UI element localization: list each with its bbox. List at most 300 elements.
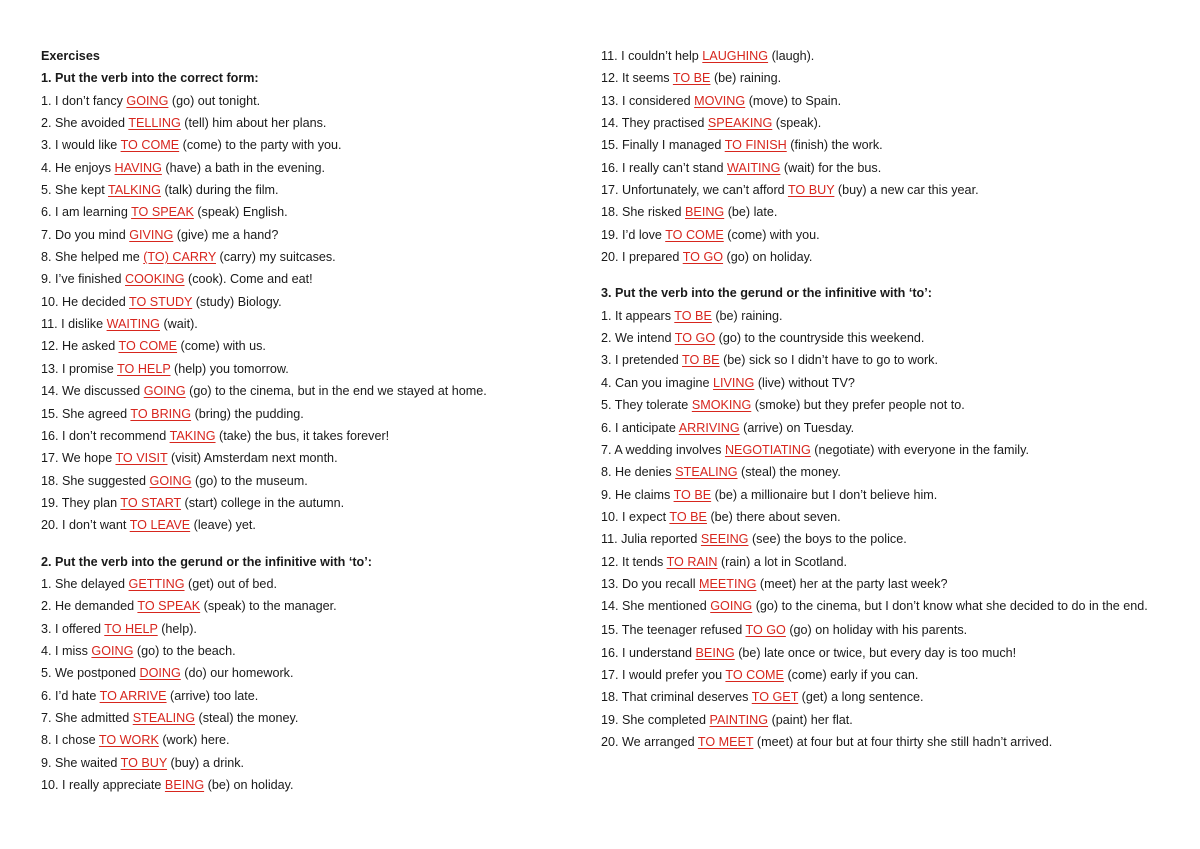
exercise-text-after: (help) you tomorrow.: [170, 361, 289, 376]
exercise-answer: TO COME: [118, 339, 178, 354]
exercise-number: 19.: [601, 712, 619, 727]
exercise-text-before: We hope: [62, 451, 116, 466]
exercise-text-before: He claims: [615, 487, 674, 502]
exercise-item: [601, 225, 1171, 247]
exercise-number: 17.: [601, 667, 619, 682]
exercise-number: 8.: [601, 465, 612, 480]
exercise-item: [41, 426, 576, 448]
exercise-text-before: I prepared: [622, 250, 683, 265]
exercise-item: [601, 710, 1171, 732]
exercise-answer: NEGOTIATING: [724, 442, 811, 457]
exercise-answer: GOING: [710, 599, 753, 614]
exercise-text-before: She mentioned: [622, 599, 711, 614]
exercise-text-after: (be) on holiday.: [204, 778, 294, 792]
exercise-number: 7.: [41, 227, 52, 242]
exercise-item: [601, 418, 1171, 440]
exercise-text-before: I anticipate: [615, 420, 679, 435]
exercise-answer: TO GO: [682, 250, 724, 265]
exercise-text-after: (have) a bath in the evening.: [161, 160, 326, 175]
exercise-answer: TO FINISH: [724, 138, 787, 153]
exercise-text-before: It seems: [622, 71, 673, 86]
exercise-number: 15.: [601, 138, 619, 153]
exercise-text-after: (start) college in the autumn.: [181, 495, 345, 510]
exercise-item: [41, 91, 576, 113]
exercise-answer: GOING: [149, 473, 192, 488]
exercise-answer: TO LEAVE: [129, 518, 191, 533]
exercise-item: [41, 708, 576, 730]
exercise-text-before: She delayed: [55, 576, 129, 591]
exercise-answer: HAVING: [114, 160, 162, 175]
exercise-answer: TO GET: [751, 690, 799, 705]
exercise-item: [41, 225, 576, 247]
section-1-list: [41, 91, 576, 538]
exercise-text-before: She suggested: [62, 473, 150, 488]
exercise-answer: TO GO: [745, 623, 786, 638]
section-2-list: [41, 574, 576, 797]
exercise-text-after: (do) our homework.: [180, 666, 294, 681]
exercise-item: [601, 574, 1171, 596]
exercise-item: [601, 91, 1171, 113]
exercise-text-before: I pretended: [615, 353, 683, 368]
exercise-answer: TO STUDY: [129, 294, 193, 309]
exercise-answer: STEALING: [675, 465, 738, 480]
exercise-answer: GETTING: [128, 576, 185, 591]
exercise-answer: TO MEET: [697, 734, 754, 749]
exercise-text-after: (see) the boys to the police.: [748, 532, 907, 547]
exercise-number: 10.: [41, 294, 59, 309]
exercise-text-before: I’d love: [622, 227, 666, 242]
exercise-text-before: She admitted: [55, 710, 133, 725]
exercise-number: 4.: [41, 160, 52, 175]
exercise-item: [601, 643, 1171, 665]
exercise-item: [41, 775, 576, 797]
exercise-number: 15.: [41, 406, 59, 421]
exercise-item: [601, 247, 1171, 269]
exercise-text-after: (go) on holiday.: [723, 250, 813, 265]
exercise-number: 4.: [41, 643, 52, 658]
exercise-text-before: I promise: [62, 361, 118, 376]
exercise-item: [601, 113, 1171, 135]
exercise-item: [601, 395, 1171, 417]
exercise-number: 9.: [601, 487, 612, 502]
exercise-item: [41, 359, 576, 381]
exercise-number: 4.: [601, 375, 612, 390]
exercise-item: [601, 440, 1171, 462]
exercise-number: 12.: [601, 71, 619, 86]
exercise-answer: BEING: [685, 205, 725, 220]
exercise-text-after: (paint) her flat.: [768, 712, 853, 727]
exercise-text-before: We arranged: [622, 734, 698, 749]
exercise-item: [41, 202, 576, 224]
exercise-answer: ARRIVING: [678, 420, 740, 435]
exercise-answer: TO COME: [665, 227, 724, 242]
exercise-number: 16.: [41, 428, 59, 443]
exercise-answer: TO BRING: [130, 406, 192, 421]
exercise-text-before: I am learning: [55, 205, 132, 220]
exercise-text-after: (arrive) too late.: [166, 688, 259, 703]
exercise-text-after: (help).: [157, 621, 197, 636]
exercise-number: 19.: [41, 495, 59, 510]
exercise-text-before: Can you imagine: [615, 375, 714, 390]
exercise-text-after: (come) to the party with you.: [179, 138, 342, 153]
exercise-item: [41, 515, 576, 537]
exercise-text-after: (laugh).: [768, 49, 815, 63]
exercise-number: 7.: [41, 710, 52, 725]
exercise-text-before: I couldn’t help: [621, 49, 703, 63]
exercise-text-before: It tends: [622, 554, 667, 569]
exercise-text-after: (move) to Spain.: [745, 93, 842, 108]
exercise-number: 13.: [601, 93, 619, 108]
exercise-answer: SEEING: [700, 532, 749, 547]
exercise-text-after: (give) me a hand?: [173, 227, 279, 242]
exercise-text-after: (get) a long sentence.: [798, 690, 924, 705]
exercise-text-after: (come) early if you can.: [783, 667, 919, 682]
exercise-text-after: (bring) the pudding.: [191, 406, 304, 421]
exercise-item: [41, 574, 576, 596]
exercise-answer: TO RAIN: [666, 554, 718, 569]
section-3-heading: 3. Put the verb into the gerund or the infinitive with ‘to’:: [601, 286, 932, 301]
exercise-text-before: Do you recall: [622, 576, 700, 591]
exercise-text-after: (visit) Amsterdam next month.: [167, 451, 338, 466]
exercise-item: [41, 314, 576, 336]
exercise-text-after: (live) without TV?: [754, 375, 855, 390]
section-gap: [601, 269, 1171, 283]
exercise-number: 1.: [601, 308, 612, 323]
exercise-item: [41, 180, 576, 202]
exercise-answer: TO COME: [120, 138, 180, 153]
exercise-item: [41, 730, 576, 752]
exercise-number: 14.: [601, 116, 619, 131]
exercise-answer: SPEAKING: [707, 116, 773, 131]
exercise-answer: TO SPEAK: [137, 599, 201, 614]
exercise-text-before: They plan: [61, 495, 121, 510]
exercise-number: 2.: [601, 331, 612, 346]
exercise-answer: STEALING: [132, 710, 196, 725]
exercise-item: [41, 686, 576, 708]
exercise-answer: TO HELP: [104, 621, 158, 636]
exercise-text-before: He decided: [62, 294, 129, 309]
exercise-number: 5.: [41, 183, 52, 198]
exercise-text-after: (be) late.: [724, 205, 778, 220]
exercise-text-before: He denies: [615, 465, 676, 480]
exercise-item: [601, 732, 1171, 754]
exercise-answer: TO SPEAK: [131, 205, 194, 220]
exercise-answer: TO HELP: [117, 361, 171, 376]
exercise-text-after: (be) raining.: [710, 71, 782, 86]
exercise-number: 14.: [601, 599, 619, 614]
exercise-answer: PAINTING: [709, 712, 769, 727]
exercise-item: [601, 328, 1171, 350]
exercise-text-before: I expect: [622, 509, 670, 524]
exercise-number: 1.: [41, 93, 52, 108]
exercise-text-after: (talk) during the film.: [160, 183, 279, 198]
exercise-text-after: (meet) at four but at four thirty she still hadn’t arrived.: [753, 734, 1053, 749]
exercise-answer: GOING: [126, 93, 169, 108]
exercise-answer: TO BE: [674, 308, 712, 323]
exercise-number: 17.: [41, 451, 59, 466]
exercise-text-before: We postponed: [55, 666, 140, 681]
exercise-answer: TO START: [120, 495, 182, 510]
exercise-text-after: (come) with you.: [723, 227, 820, 242]
exercise-item: [41, 663, 576, 685]
exercise-number: 11.: [601, 532, 618, 547]
exercise-text-before: The teenager refused: [621, 623, 746, 638]
exercise-item: [601, 552, 1171, 574]
exercise-text-after: (be) late once or twice, but every day is too much!: [734, 645, 1017, 660]
section-gap: [41, 538, 576, 552]
exercise-item: [41, 135, 576, 157]
exercise-item: [41, 493, 576, 515]
exercise-item: [41, 113, 576, 135]
exercise-text-after: (speak) to the manager.: [200, 599, 337, 614]
exercise-text-after: (go) to the cinema, but in the end we stayed at home.: [185, 384, 487, 399]
exercise-answer: SMOKING: [691, 398, 752, 413]
exercise-number: 11.: [41, 317, 58, 332]
exercise-item: [601, 180, 1171, 202]
exercise-item: [41, 448, 576, 470]
section-1-heading: 1. Put the verb into the correct form:: [41, 71, 259, 86]
exercise-text-after: (come) with us.: [177, 339, 266, 354]
exercise-text-before: Do you mind: [55, 227, 130, 242]
exercise-text-before: Unfortunately, we can’t afford: [622, 183, 788, 198]
exercise-number: 16.: [601, 160, 619, 175]
exercise-item: [41, 158, 576, 180]
exercise-item: [41, 336, 576, 358]
exercise-text-after: (tell) him about her plans.: [180, 116, 327, 131]
exercise-text-after: (negotiate) with everyone in the family.: [810, 442, 1029, 457]
exercise-answer: TO BE: [672, 71, 711, 86]
exercise-answer: TO VISIT: [115, 451, 168, 466]
exercise-text-after: (study) Biology.: [192, 294, 282, 309]
exercise-text-before: I’d hate: [55, 688, 100, 703]
exercise-item: [41, 404, 576, 426]
exercise-answer: (TO) CARRY: [143, 250, 217, 265]
exercise-text-before: We discussed: [62, 384, 144, 399]
exercise-item: [601, 596, 1171, 615]
exercise-text-before: I dislike: [61, 317, 107, 332]
exercise-text-before: He enjoys: [55, 160, 115, 175]
exercise-answer: DOING: [139, 666, 181, 681]
exercise-text-before: I would like: [55, 138, 121, 153]
exercise-number: 6.: [41, 205, 52, 220]
exercise-answer: GOING: [91, 643, 134, 658]
exercise-answer: TO GO: [674, 331, 716, 346]
exercise-text-before: I really appreciate: [62, 778, 165, 792]
exercise-text-after: (buy) a drink.: [167, 755, 245, 770]
exercise-answer: TO COME: [725, 667, 784, 682]
exercise-item: [41, 292, 576, 314]
exercise-number: 18.: [41, 473, 59, 488]
exercise-number: 18.: [601, 205, 619, 220]
exercise-number: 8.: [41, 733, 52, 748]
exercise-text-after: (wait).: [159, 317, 198, 332]
exercise-text-before: I don’t fancy: [55, 93, 127, 108]
exercise-text-after: (go) on holiday with his parents.: [785, 623, 968, 638]
exercise-number: 16.: [601, 645, 619, 660]
exercise-number: 3.: [41, 138, 52, 153]
exercise-number: 6.: [41, 688, 52, 703]
exercise-item: [601, 687, 1171, 709]
exercise-number: 20.: [41, 518, 59, 533]
exercise-answer: TO ARRIVE: [99, 688, 167, 703]
exercise-number: 18.: [601, 690, 619, 705]
exercise-number: 19.: [601, 227, 619, 242]
exercise-text-after: (speak).: [772, 116, 822, 131]
exercise-text-after: (steal) the money.: [737, 465, 841, 480]
exercise-text-before: I considered: [622, 93, 695, 108]
exercise-item: [41, 619, 576, 641]
exercise-text-after: (be) raining.: [711, 308, 783, 323]
exercise-number: 9.: [41, 272, 52, 287]
exercise-number: 10.: [41, 778, 59, 792]
exercise-item: [41, 471, 576, 493]
exercise-text-after: (take) the bus, it takes forever!: [215, 428, 390, 443]
exercise-text-before: She kept: [55, 183, 108, 198]
exercise-answer: GOING: [143, 384, 186, 399]
exercise-number: 5.: [41, 666, 52, 681]
exercise-text-before: That criminal deserves: [621, 690, 752, 705]
exercise-text-before: She waited: [55, 755, 121, 770]
exercise-answer: MOVING: [694, 93, 746, 108]
exercise-text-before: They practised: [621, 116, 708, 131]
exercise-item: [601, 306, 1171, 328]
exercise-text-after: (be) a millionaire but I don’t believe him.: [711, 487, 938, 502]
exercise-item: [601, 462, 1171, 484]
exercise-answer: TALKING: [108, 183, 161, 198]
exercise-text-before: I don’t want: [62, 518, 130, 533]
exercise-text-before: We intend: [615, 331, 675, 346]
exercise-item: [41, 269, 576, 291]
exercise-text-after: (rain) a lot in Scotland.: [717, 554, 847, 569]
exercise-answer: TO BUY: [120, 755, 168, 770]
exercise-number: 2.: [41, 599, 52, 614]
exercise-answer: WAITING: [727, 160, 781, 175]
exercise-text-before: She helped me: [55, 250, 144, 265]
exercise-item: [601, 529, 1171, 551]
exercise-item: [601, 485, 1171, 507]
exercise-number: 2.: [41, 116, 52, 131]
exercise-answer: WAITING: [106, 317, 160, 332]
exercise-number: 1.: [41, 576, 52, 591]
exercise-answer: COOKING: [125, 272, 185, 287]
exercise-item: [601, 373, 1171, 395]
exercise-answer: TO BE: [673, 487, 712, 502]
exercise-item: [601, 135, 1171, 157]
exercise-text-after: (work) here.: [158, 733, 230, 748]
exercise-text-before: I really can’t stand: [622, 160, 728, 175]
exercise-text-before: She risked: [622, 205, 686, 220]
exercise-text-after: (be) sick so I didn’t have to go to work.: [719, 353, 938, 368]
exercise-text-before: They tolerate: [614, 398, 692, 413]
exercise-text-after: (go) out tonight.: [168, 93, 261, 108]
exercise-text-after: (get) out of bed.: [184, 576, 277, 591]
exercise-number: 9.: [41, 755, 52, 770]
exercise-number: 20.: [601, 250, 619, 265]
exercise-text-before: She agreed: [62, 406, 131, 421]
exercise-answer: LIVING: [713, 375, 755, 390]
exercise-number: 12.: [41, 339, 59, 354]
exercise-item: [601, 350, 1171, 372]
exercise-answer: BEING: [164, 778, 205, 792]
exercise-text-before: I’ve finished: [55, 272, 126, 287]
exercise-number: 13.: [601, 576, 619, 591]
exercise-number: 10.: [601, 509, 619, 524]
exercise-answer: TO WORK: [98, 733, 159, 748]
section-2-heading: 2. Put the verb into the gerund or the infinitive with ‘to’:: [41, 554, 372, 569]
exercise-item: [601, 620, 1171, 642]
exercise-text-before: I don’t recommend: [62, 428, 170, 443]
exercise-text-after: (steal) the money.: [195, 710, 299, 725]
exercise-text-before: He asked: [62, 339, 119, 354]
exercise-item: [41, 381, 576, 403]
exercise-text-after: (wait) for the bus.: [780, 160, 882, 175]
exercise-answer: BEING: [695, 645, 735, 660]
exercise-item: [601, 68, 1171, 90]
exercise-text-before: She avoided: [55, 116, 129, 131]
exercise-answer: TAKING: [169, 428, 216, 443]
exercise-answer: MEETING: [699, 576, 757, 591]
exercise-text-before: I chose: [55, 733, 99, 748]
exercise-item: [41, 641, 576, 663]
exercise-number: 12.: [601, 554, 619, 569]
exercise-number: 6.: [601, 420, 612, 435]
section-2-continued-list: [601, 46, 1171, 269]
exercise-text-before: I understand: [622, 645, 696, 660]
exercise-answer: TELLING: [128, 116, 181, 131]
exercise-number: 13.: [41, 361, 59, 376]
exercise-number: 20.: [601, 734, 619, 749]
exercise-text-after: (cook). Come and eat!: [184, 272, 313, 287]
exercise-text-after: (go) to the museum.: [191, 473, 308, 488]
exercise-text-after: (arrive) on Tuesday.: [739, 420, 855, 435]
exercise-number: 3.: [601, 353, 612, 368]
exercise-text-after: (carry) my suitcases.: [216, 250, 336, 265]
exercise-text-after: (smoke) but they prefer people not to.: [751, 398, 965, 413]
exercise-text-after: (speak) English.: [193, 205, 288, 220]
exercise-text-after: (be) there about seven.: [706, 509, 841, 524]
section-3-list: [601, 306, 1171, 755]
exercise-text-before: He demanded: [55, 599, 138, 614]
exercise-number: 3.: [41, 621, 52, 636]
exercise-text-after: (go) to the beach.: [133, 643, 236, 658]
exercise-text-before: I offered: [55, 621, 105, 636]
exercise-text-before: Julia reported: [621, 532, 701, 547]
exercise-answer: TO BUY: [787, 183, 835, 198]
exercise-item: [41, 596, 576, 618]
exercise-number: 11.: [601, 49, 618, 63]
exercise-item: [41, 247, 576, 269]
exercise-text-after: (buy) a new car this year.: [834, 183, 979, 198]
exercise-text-before: It appears: [615, 308, 675, 323]
left-column: [41, 46, 576, 797]
exercise-item: [601, 158, 1171, 180]
exercise-number: 14.: [41, 384, 59, 399]
right-column: [601, 46, 1171, 754]
exercise-text-after: (meet) her at the party last week?: [756, 576, 948, 591]
exercise-text-before: A wedding involves: [614, 442, 725, 457]
exercise-text-after: (go) to the cinema, but I don’t know what she decided to do in the end.: [752, 599, 1148, 614]
exercise-text-before: I miss: [55, 643, 92, 658]
exercise-answer: GIVING: [129, 227, 174, 242]
exercise-text-after: (go) to the countryside this weekend.: [715, 331, 925, 346]
exercise-answer: LAUGHING: [702, 49, 769, 63]
document-title: Exercises: [41, 49, 100, 63]
exercise-item: [601, 202, 1171, 224]
exercise-answer: TO BE: [682, 353, 720, 368]
exercise-text-before: Finally I managed: [622, 138, 725, 153]
exercise-number: 5.: [601, 398, 612, 413]
exercise-number: 7.: [601, 442, 612, 457]
